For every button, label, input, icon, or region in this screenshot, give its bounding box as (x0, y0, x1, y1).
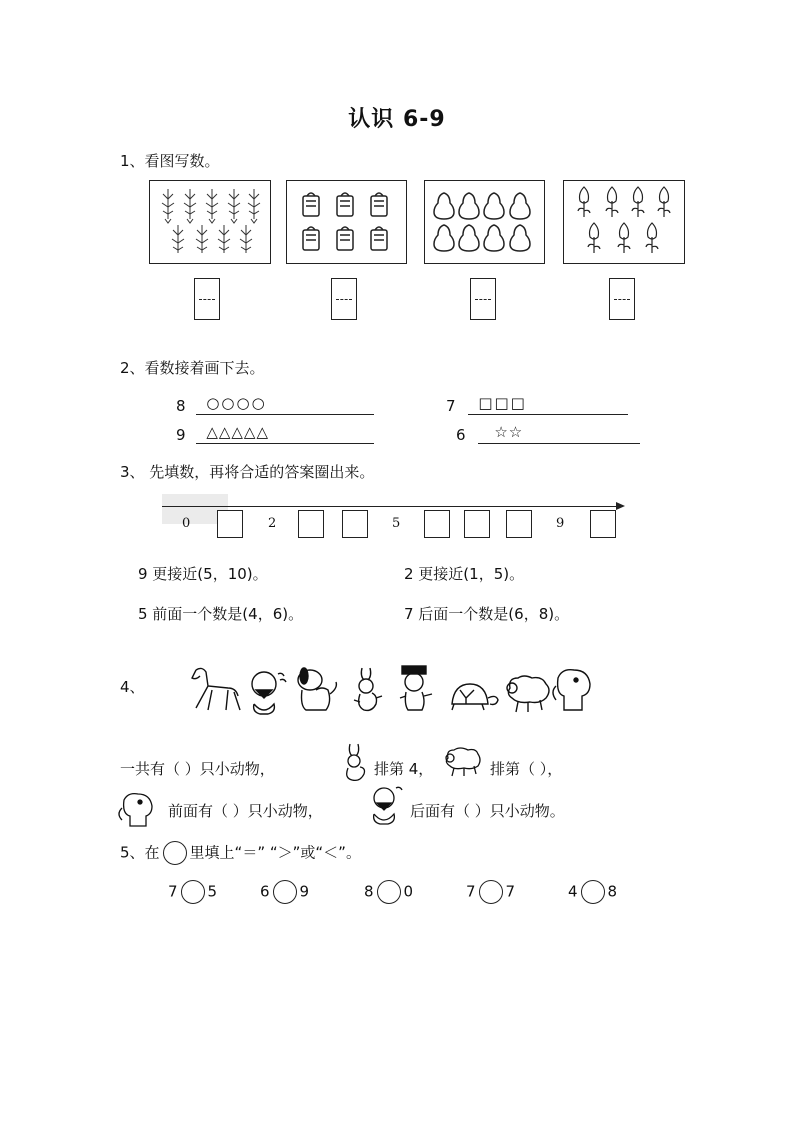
elephant-icon (118, 790, 158, 830)
barking-dog-icon (252, 672, 286, 714)
answer-box-flower[interactable] (609, 278, 635, 320)
draw-row-7 (446, 394, 628, 415)
q4-line-2-b: 后面有（ ）只小动物。 (410, 802, 565, 820)
q4-line-1-c: 排第（ ）， (490, 760, 563, 778)
rabbit-icon (354, 668, 382, 710)
statement-4: 7 后面一个数是(6，8)。 (404, 605, 570, 623)
statement-1: 9 更接近(5，10)。 (138, 565, 268, 583)
draw-number: 8 (176, 397, 186, 415)
tick-label: 0 (182, 516, 191, 531)
number-line-axis (162, 506, 618, 507)
number-line (162, 494, 627, 544)
tick-label: 2 (268, 516, 277, 531)
sheep-icon (442, 746, 484, 780)
compare-item (568, 880, 617, 904)
barking-dog-icon (368, 784, 404, 828)
draw-row-6 (456, 423, 640, 444)
bag-icon (287, 181, 406, 263)
draw-line[interactable] (196, 394, 374, 415)
tick-label: 5 (392, 516, 401, 531)
dog-icon (298, 668, 336, 710)
pear-icon (425, 181, 544, 263)
draw-shapes: △△△△△ (206, 423, 270, 441)
draw-row-8 (176, 394, 374, 415)
draw-line[interactable] (196, 423, 374, 444)
q5-label-a: 5、在 (120, 843, 160, 862)
draw-number: 7 (446, 397, 456, 415)
compare-right: 0 (403, 882, 414, 901)
circle-icon (163, 841, 187, 865)
compare-right: 5 (207, 882, 218, 901)
number-line-arrow (616, 502, 625, 510)
number-box[interactable] (424, 510, 450, 538)
monkey-icon (400, 666, 432, 710)
sheep-icon (507, 676, 549, 712)
compare-left: 8 (364, 882, 374, 901)
compare-right: 9 (299, 882, 310, 901)
question-1-label: 1、看图写数。 (120, 152, 220, 170)
compare-circle[interactable] (377, 880, 401, 904)
compare-left: 7 (168, 882, 178, 901)
draw-shapes: ☆☆ (494, 423, 524, 441)
compare-circle[interactable] (273, 880, 297, 904)
statement-2: 2 更接近(1，5)。 (404, 565, 525, 583)
flower-icon (564, 181, 684, 263)
question-5-label (120, 841, 361, 865)
compare-item (260, 880, 309, 904)
compare-item (466, 880, 515, 904)
number-box[interactable] (590, 510, 616, 538)
turtle-icon (452, 684, 498, 710)
q5-label-b: 里填上“＝” “＞”或“＜”。 (189, 843, 361, 862)
number-box[interactable] (464, 510, 490, 538)
draw-number: 9 (176, 426, 186, 444)
draw-line[interactable] (478, 423, 640, 444)
bag-picture-box (286, 180, 407, 264)
horse-icon (192, 668, 240, 710)
answer-box-bag[interactable] (331, 278, 357, 320)
compare-circle[interactable] (479, 880, 503, 904)
draw-shapes: ○○○○ (206, 394, 267, 412)
tick-label: 9 (556, 516, 565, 531)
q4-line-1-b: 排第 4， (374, 760, 434, 778)
page-title: 认识 6-9 (348, 107, 446, 132)
compare-circle[interactable] (581, 880, 605, 904)
animal-row (188, 664, 598, 716)
q4-line-1-a: 一共有（ ）只小动物， (120, 760, 275, 778)
number-box[interactable] (342, 510, 368, 538)
compare-left: 6 (260, 882, 270, 901)
statement-3: 5 前面一个数是(4，6)。 (138, 605, 304, 623)
draw-row-9 (176, 423, 374, 444)
draw-number: 6 (456, 426, 466, 444)
number-box[interactable] (298, 510, 324, 538)
elephant-icon (553, 670, 590, 710)
compare-left: 4 (568, 882, 578, 901)
number-box[interactable] (506, 510, 532, 538)
question-4-label: 4、 (120, 678, 145, 696)
lobster-icon (150, 181, 270, 263)
question-2-label: 2、看数接着画下去。 (120, 359, 265, 377)
pear-picture-box (424, 180, 545, 264)
compare-item (364, 880, 413, 904)
compare-circle[interactable] (181, 880, 205, 904)
compare-right: 7 (505, 882, 516, 901)
rabbit-icon (338, 742, 370, 782)
compare-right: 8 (607, 882, 618, 901)
lobster-picture-box (149, 180, 271, 264)
compare-item (168, 880, 217, 904)
answer-box-lobster[interactable] (194, 278, 220, 320)
answer-box-pear[interactable] (470, 278, 496, 320)
draw-shapes: □□□ (478, 394, 527, 412)
q4-line-2-a: 前面有（ ）只小动物， (168, 802, 323, 820)
question-3-label: 3、 先填数，再将合适的答案圈出来。 (120, 463, 375, 481)
compare-left: 7 (466, 882, 476, 901)
flower-picture-box (563, 180, 685, 264)
draw-line[interactable] (468, 394, 628, 415)
number-box[interactable] (217, 510, 243, 538)
